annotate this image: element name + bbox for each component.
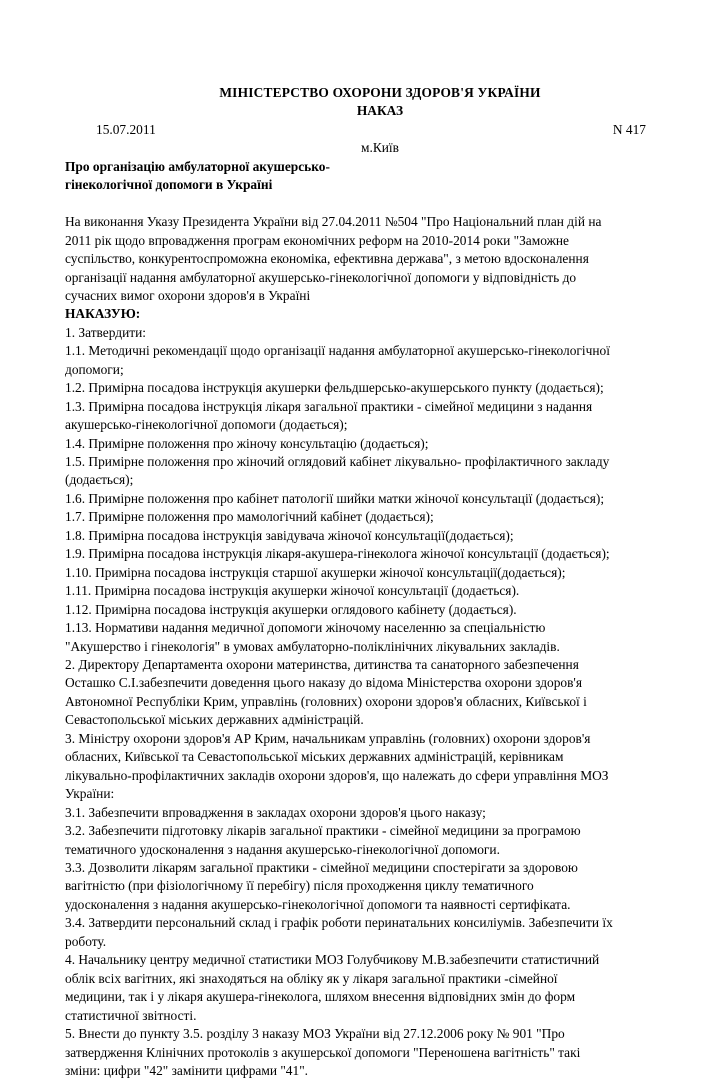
body-line: 2. Директору Департамента охорони материнства, дитинства та санаторного забезпечення <box>65 657 579 673</box>
order-subject <box>65 158 675 195</box>
order-body <box>65 213 675 1080</box>
body-line: сучасних вимог охорони здоров'я в Україні <box>65 287 311 303</box>
body-line: Севастопольської міських державних адміністрацій. <box>65 712 364 728</box>
body-line: На виконання Указу Президента України від 27.04.2011 №504 "Про Національний план дій на <box>65 214 602 230</box>
body-line: 3.2. Забезпечити підготовку лікарів загальної практики - сімейної медицини за програмою <box>65 823 581 839</box>
body-line: затвердження Клінічних протоколів з акушерської допомоги "Переношена вагітність" такі <box>65 1044 581 1060</box>
ministry-heading: МІНІСТЕРСТВО ОХОРОНИ ЗДОРОВ'Я УКРАЇНИ <box>219 85 541 100</box>
body-line: 1.3. Примірна посадова інструкція лікаря загальної практики - сімейної медицини з надання <box>65 398 593 414</box>
document-page <box>65 84 675 1080</box>
body-line: Автономної Республіки Крим, управлінь (головних) охорони здоров'я обласних, Київської і <box>65 693 587 709</box>
body-line: 1.1. Методичні рекомендації щодо організації надання амбулаторної акушерсько-гінекологічної <box>65 343 610 359</box>
body-line: 4. Начальнику центру медичної статистики МОЗ Голубчикову М.В.забезпечити статистичний <box>65 952 600 968</box>
body-line: допомоги; <box>65 361 124 377</box>
body-line: суспільство, конкурентоспроможна економіка, ефективна держава", з метою вдосконалення <box>65 251 589 267</box>
body-line: організації надання амбулаторної акушерсько-гінекологічної допомоги у відповідність до <box>65 269 577 285</box>
body-line: 1.5. Примірне положення про жіночий оглядовий кабінет лікувально- профілактичного закладу <box>65 454 610 470</box>
body-line: зміни: цифри "42" замінити цифрами "41". <box>65 1062 309 1078</box>
body-line: "Акушерство і гінекологія" в умовах амбулаторно-поліклінічних лікувальних закладів. <box>65 638 560 654</box>
body-line: 1.4. Примірне положення про жіночу консультацію (додається); <box>65 435 429 451</box>
body-line: України: <box>65 786 115 802</box>
subject-line: Про організацію амбулаторної акушерсько- <box>65 158 330 174</box>
body-line: 1.10. Примірна посадова інструкція старшої акушерки жіночої консультації(додається); <box>65 564 566 580</box>
body-line: медицини, так і у лікаря акушера-гінеколога, шляхом внесення відповідних змін до форм <box>65 989 576 1005</box>
order-date: 15.07.2011 <box>96 121 156 137</box>
body-line: 1.8. Примірна посадова інструкція завідувача жіночої консультації(додається); <box>65 527 514 543</box>
body-line: (додається); <box>65 472 134 488</box>
body-line: статистичної звітності. <box>65 1007 197 1023</box>
body-line: 3. Міністру охорони здоров'я АР Крим, начальникам управлінь (головних) охорони здоров'я <box>65 730 591 746</box>
body-line: 3.4. Затвердити персональний склад і графік роботи перинатальних консиліумів. Забезпечити їх <box>65 915 613 931</box>
body-line: 1.11. Примірна посадова інструкція акушерки жіночої консультації (додається). <box>65 583 520 599</box>
body-line: 1.9. Примірна посадова інструкція лікаря-акушера-гінеколога жіночої консультації (додається); <box>65 546 610 562</box>
body-line: 5. Внести до пункту 3.5. розділу 3 наказу МОЗ України від 27.12.2006 року № 901 "Про <box>65 1026 565 1042</box>
body-line: вагітністю (при фізіологічному її перебігу) після проходження циклу тематичного <box>65 878 534 894</box>
body-line: роботу. <box>65 933 107 949</box>
body-line: облік всіх вагітних, які знаходяться на обліку як у лікаря загальної практики -сімейної <box>65 970 558 986</box>
order-title: НАКАЗ <box>356 103 404 119</box>
body-line: НАКАЗУЮ: <box>65 306 141 322</box>
body-line: 1.2. Примірна посадова інструкція акушерки фельдшерсько-акушерського пункту (додається); <box>65 380 604 396</box>
city: м.Київ <box>361 140 399 156</box>
body-line: 1.7. Примірне положення про мамологічний кабінет (додається); <box>65 509 434 525</box>
spacer <box>65 195 675 213</box>
body-line: 3.3. Дозволити лікарям загальної практики - сімейної медицини спостерігати за здоровою <box>65 860 578 875</box>
body-line: обласних, Київської та Севастопольської міських державних адміністрацій, керівникам <box>65 749 564 765</box>
date-number-line <box>65 121 675 139</box>
body-line: 1.12. Примірна посадова інструкція акушерки оглядового кабінету (додається). <box>65 601 517 617</box>
subject-line: гінекологічної допомоги в Україні <box>65 177 273 193</box>
body-line: 1.6. Примірне положення про кабінет патології шийки матки жіночої консультації (додається); <box>65 490 605 506</box>
body-line: удосконалення з надання акушерсько-гінекологічної допомоги та наявності сертифіката. <box>65 896 571 912</box>
body-line: акушерсько-гінекологічної допомоги (додається); <box>65 417 348 433</box>
body-line: 1.13. Нормативи надання медичної допомоги жіночому населенню за спеціальністю <box>65 620 546 636</box>
body-line: 3.1. Забезпечити впровадження в закладах охорони здоров'я цього наказу; <box>65 804 486 820</box>
body-line: лікувально-профілактичних закладів охорони здоров'я, що належать до сфери управління МОЗ <box>65 767 609 783</box>
body-line: 2011 рік щодо впровадження програм економічних реформ на 2010-2014 роки "Заможне <box>65 232 569 248</box>
body-line: тематичного удосконалення з надання акушерсько-гінекологічної допомоги. <box>65 841 500 857</box>
body-line: 1. Затвердити: <box>65 324 146 340</box>
order-number: N 417 <box>612 121 646 137</box>
body-line: Осташко С.І.забезпечити доведення цього наказу до відома Міністерства охорони здоров'я <box>65 675 582 691</box>
